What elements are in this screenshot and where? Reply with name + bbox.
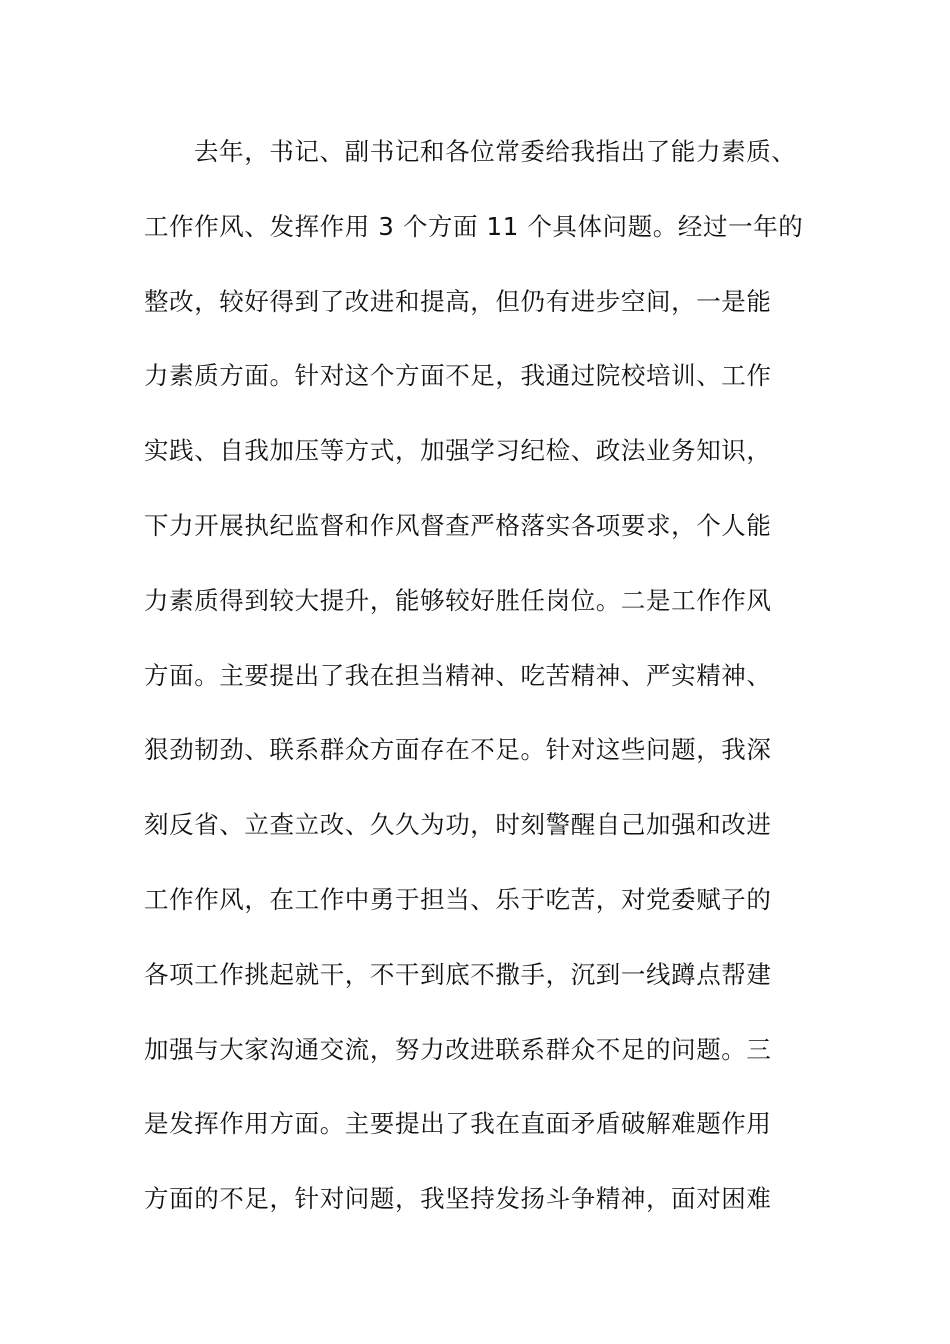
paragraph-line-7: 力素质得到较大提升，能够较好胜任岗位。二是工作作风 (144, 585, 772, 615)
paragraph-line-3: 整改，较好得到了改进和提高，但仍有进步空间，一是能 (144, 286, 772, 316)
paragraph-line-13: 加强与大家沟通交流，努力改进联系群众不足的问题。三 (144, 1034, 772, 1064)
paragraph-line-12: 各项工作挑起就干，不干到底不撒手，沉到一线蹲点帮建 (144, 959, 772, 989)
paragraph-line-14: 是发挥作用方面。主要提出了我在直面矛盾破解难题作用 (144, 1109, 772, 1139)
paragraph-line-8: 方面。主要提出了我在担当精神、吃苦精神、严实精神、 (144, 660, 772, 690)
paragraph-line-2: 工作作风、发挥作用 3 个方面 11 个具体问题。经过一年的 (144, 211, 804, 241)
paragraph-line-15: 方面的不足，针对问题，我坚持发扬斗争精神，面对困难 (144, 1184, 772, 1214)
paragraph-line-5: 实践、自我加压等方式，加强学习纪检、政法业务知识， (144, 436, 772, 466)
paragraph-line-1: 去年，书记、副书记和各位常委给我指出了能力素质、 (194, 137, 797, 166)
paragraph-line-4: 力素质方面。针对这个方面不足，我通过院校培训、工作 (144, 361, 772, 391)
paragraph-line-9: 狠劲韧劲、联系群众方面存在不足。针对这些问题，我深 (144, 735, 772, 765)
paragraph-line-11: 工作作风，在工作中勇于担当、乐于吃苦，对党委赋子的 (144, 884, 772, 914)
paragraph-line-6: 下力开展执纪监督和作风督查严格落实各项要求，个人能 (144, 510, 772, 540)
paragraph-line-10: 刻反省、立查立改、久久为功，时刻警醒自己加强和改进 (144, 810, 772, 840)
body-paragraph (144, 127, 824, 1249)
